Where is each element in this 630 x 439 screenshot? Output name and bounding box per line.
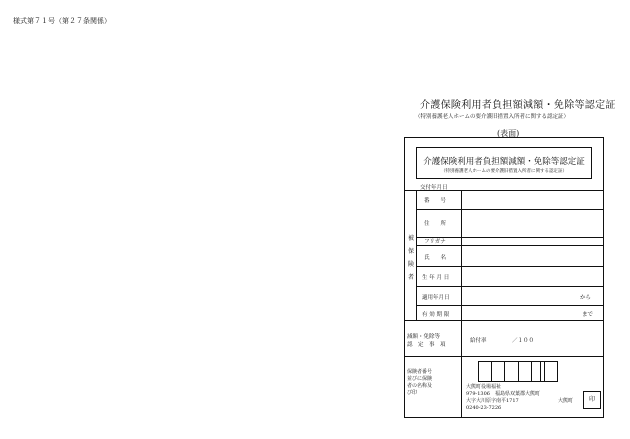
- rate-value: ／１００: [512, 338, 535, 344]
- document-subtitle: （特別養護老人ホームの要介護旧措置入所者に関する認定証）: [415, 114, 570, 120]
- insurer-label-1: 保険者番号: [407, 369, 433, 375]
- insurer-phone: 0240-23-7226: [466, 405, 502, 411]
- insurer-label-4: び印: [407, 390, 418, 396]
- card-title: 介護保険利用者負担額減額・免除等認定証: [423, 157, 585, 167]
- insurer-address-2: 大字大川原字南平1717: [466, 398, 519, 404]
- document-title: 介護保険利用者負担額減額・免除等認定証: [420, 100, 616, 111]
- divider: [416, 305, 604, 306]
- rate-label: 給付率: [470, 338, 487, 344]
- insurer-address-1: 979-1306 福島県双葉郡大熊町: [466, 391, 540, 397]
- field-expiry-label: 有 効 期 限: [422, 312, 450, 318]
- reduction-label-1: 減額・免除等: [407, 334, 441, 340]
- insured-label: 被保険者: [407, 235, 414, 281]
- field-furigana-label: フリガナ: [424, 239, 446, 245]
- divider: [404, 320, 604, 321]
- divider: [416, 286, 604, 287]
- digit-divider: [491, 361, 492, 382]
- expiry-suffix: まで: [582, 312, 594, 318]
- field-name-label: 氏 名: [424, 255, 447, 261]
- field-address-label: 住 所: [424, 221, 447, 227]
- insurer-label-2: 並びに保険: [407, 376, 433, 382]
- divider: [416, 266, 604, 267]
- divider: [404, 190, 604, 191]
- divider: [404, 356, 604, 357]
- card-title-box: [416, 147, 592, 179]
- field-start-date-label: 適用年月日: [422, 295, 450, 301]
- form-number: 様式第７１号（第２７条関係）: [13, 17, 111, 25]
- divider: [416, 209, 604, 210]
- insurer-label-3: 者の名称及: [407, 383, 433, 389]
- reduction-label-2: 認 定 事 項: [407, 342, 446, 348]
- divider: [416, 245, 604, 246]
- digit-divider: [544, 361, 545, 382]
- insurer-office: 大熊町役場福祉: [466, 384, 502, 390]
- issue-date-label: 交付年月日: [420, 185, 448, 191]
- card-subtitle: （特別養護老人ホームの要介護旧措置入所者に関する認定証）: [441, 169, 567, 174]
- divider: [461, 190, 462, 418]
- seal-label: 印: [588, 396, 595, 403]
- highlight-digit-box: [504, 361, 541, 382]
- side-label: (表面): [497, 129, 520, 138]
- field-number-label: 番 号: [424, 198, 447, 204]
- field-birthdate-label: 生 年 月 日: [422, 275, 450, 281]
- seal-box: [583, 391, 601, 409]
- start-date-suffix: から: [580, 295, 592, 301]
- insurer-town: 大熊町: [558, 398, 574, 404]
